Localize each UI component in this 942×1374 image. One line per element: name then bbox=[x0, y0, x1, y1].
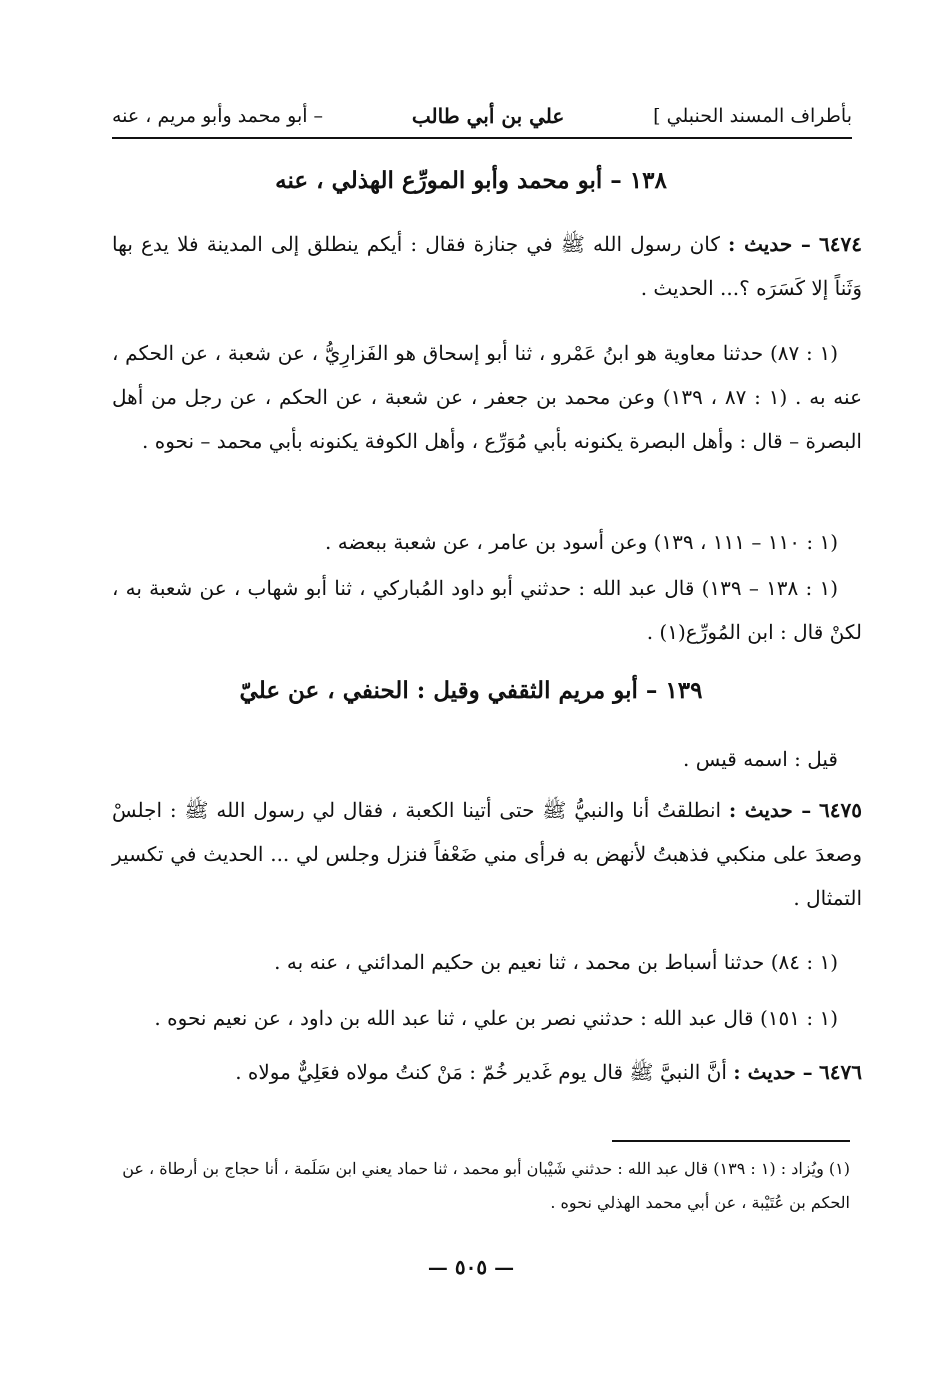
header-book-title: بأطراف المسند الحنبلي ] bbox=[653, 105, 852, 127]
hadith-text: كان رسول الله ﷺ في جنازة فقال : أيكم ينطلق إلى المدينة فلا يدع بها وَثَناً إلا كَسَرَه ؟... الحديث . bbox=[112, 232, 862, 300]
name-note: قيل : اسمه قيس . bbox=[683, 747, 838, 771]
page-number: — ٥٠٥ — bbox=[427, 1255, 515, 1279]
isnad-paragraph: (١ : ٨٧) حدثنا معاوية هو ابنُ عَمْرو ، ثنا أبو إسحاق هو الفَزارِيُّ ، عن شعبة ، عن الحكم ، عنه به . (١ : ٨٧ ، ١٣٩) وعن محمد بن جعفر ، عن شعبة ، عن الحكم ، عن رجل من أهل البصرة – قال : وأهل البصرة يكنونه بأبي مُوَرِّع ، وأهل الكوفة يكنونه بأبي محمد – نحوه . bbox=[112, 341, 862, 453]
hadith-number: ٦٤٧٤ bbox=[819, 232, 862, 256]
isnad-paragraph: (١ : ٨٤) حدثنا أسباط بن محمد ، ثنا نعيم بن حكيم المدائني ، عنه به . bbox=[274, 950, 838, 974]
header-rule bbox=[112, 137, 852, 139]
hadith-6476 bbox=[112, 1050, 862, 1094]
isnad-paragraph: (١ : ١٥١) قال عبد الله : حدثني نصر بن علي ، ثنا عبد الله بن داود ، عن نعيم نحوه . bbox=[154, 1006, 838, 1030]
hadith-keyword: – حديث : bbox=[728, 798, 812, 822]
footnote: (١) ويُزاد : (١ : ١٣٩) قال عبد الله : حدثني شَيْبان أبو محمد ، ثنا حماد يعني ابن سَلَمة ، أنا حجاج بن أرطاة ، عن الحكم بن عُتَيْبة ، عن أبي محمد الهذلي نحوه . bbox=[122, 1159, 850, 1212]
footnote-rule bbox=[612, 1140, 850, 1142]
hadith-keyword: – حديث : bbox=[733, 1060, 813, 1084]
running-header bbox=[112, 96, 852, 136]
isnad-paragraph: (١ : ١٣٨ – ١٣٩) قال عبد الله : حدثني أبو داود المُباركي ، ثنا أبو شهاب ، عن شعبة به ، لكنْ قال : ابن المُورِّع(١) . bbox=[112, 576, 862, 644]
isnad-paragraph: (١ : ١١٠ – ١١١ ، ١٣٩) وعن أسود بن عامر ، عن شعبة ببعضه . bbox=[324, 530, 838, 554]
hadith-text: انطلقتُ أنا والنبيُّ ﷺ حتى أتينا الكعبة ، فقال لي رسول الله ﷺ : اجلسْ وصعدَ على منكبي فذهبتُ لأنهض به فرأى مني ضَعْفاً فنزل وجلس لي ... الحديث في تكسير التمثال . bbox=[112, 798, 862, 910]
section-heading-139: ١٣٩ – أبو مريم الثقفي وقيل : الحنفي ، عن عليّ bbox=[239, 677, 703, 704]
section-heading-138: ١٣٨ – أبو محمد وأبو المورِّع الهذلي ، عنه bbox=[275, 167, 667, 194]
hadith-6475 bbox=[112, 788, 862, 920]
header-chapter-title: علي بن أبي طالب bbox=[411, 104, 565, 128]
hadith-text: أنَّ النبيَّ ﷺ قال يوم غَدير خُمّ : مَنْ كنتُ مولاه فعَلِيٌّ مولاه . bbox=[235, 1060, 727, 1084]
hadith-keyword: – حديث : bbox=[728, 232, 811, 256]
header-section-title: – أبو محمد وأبو مريم ، عنه bbox=[112, 105, 324, 127]
hadith-6474 bbox=[112, 222, 862, 310]
hadith-number: ٦٤٧٦ bbox=[819, 1060, 862, 1084]
hadith-number: ٦٤٧٥ bbox=[819, 798, 863, 822]
